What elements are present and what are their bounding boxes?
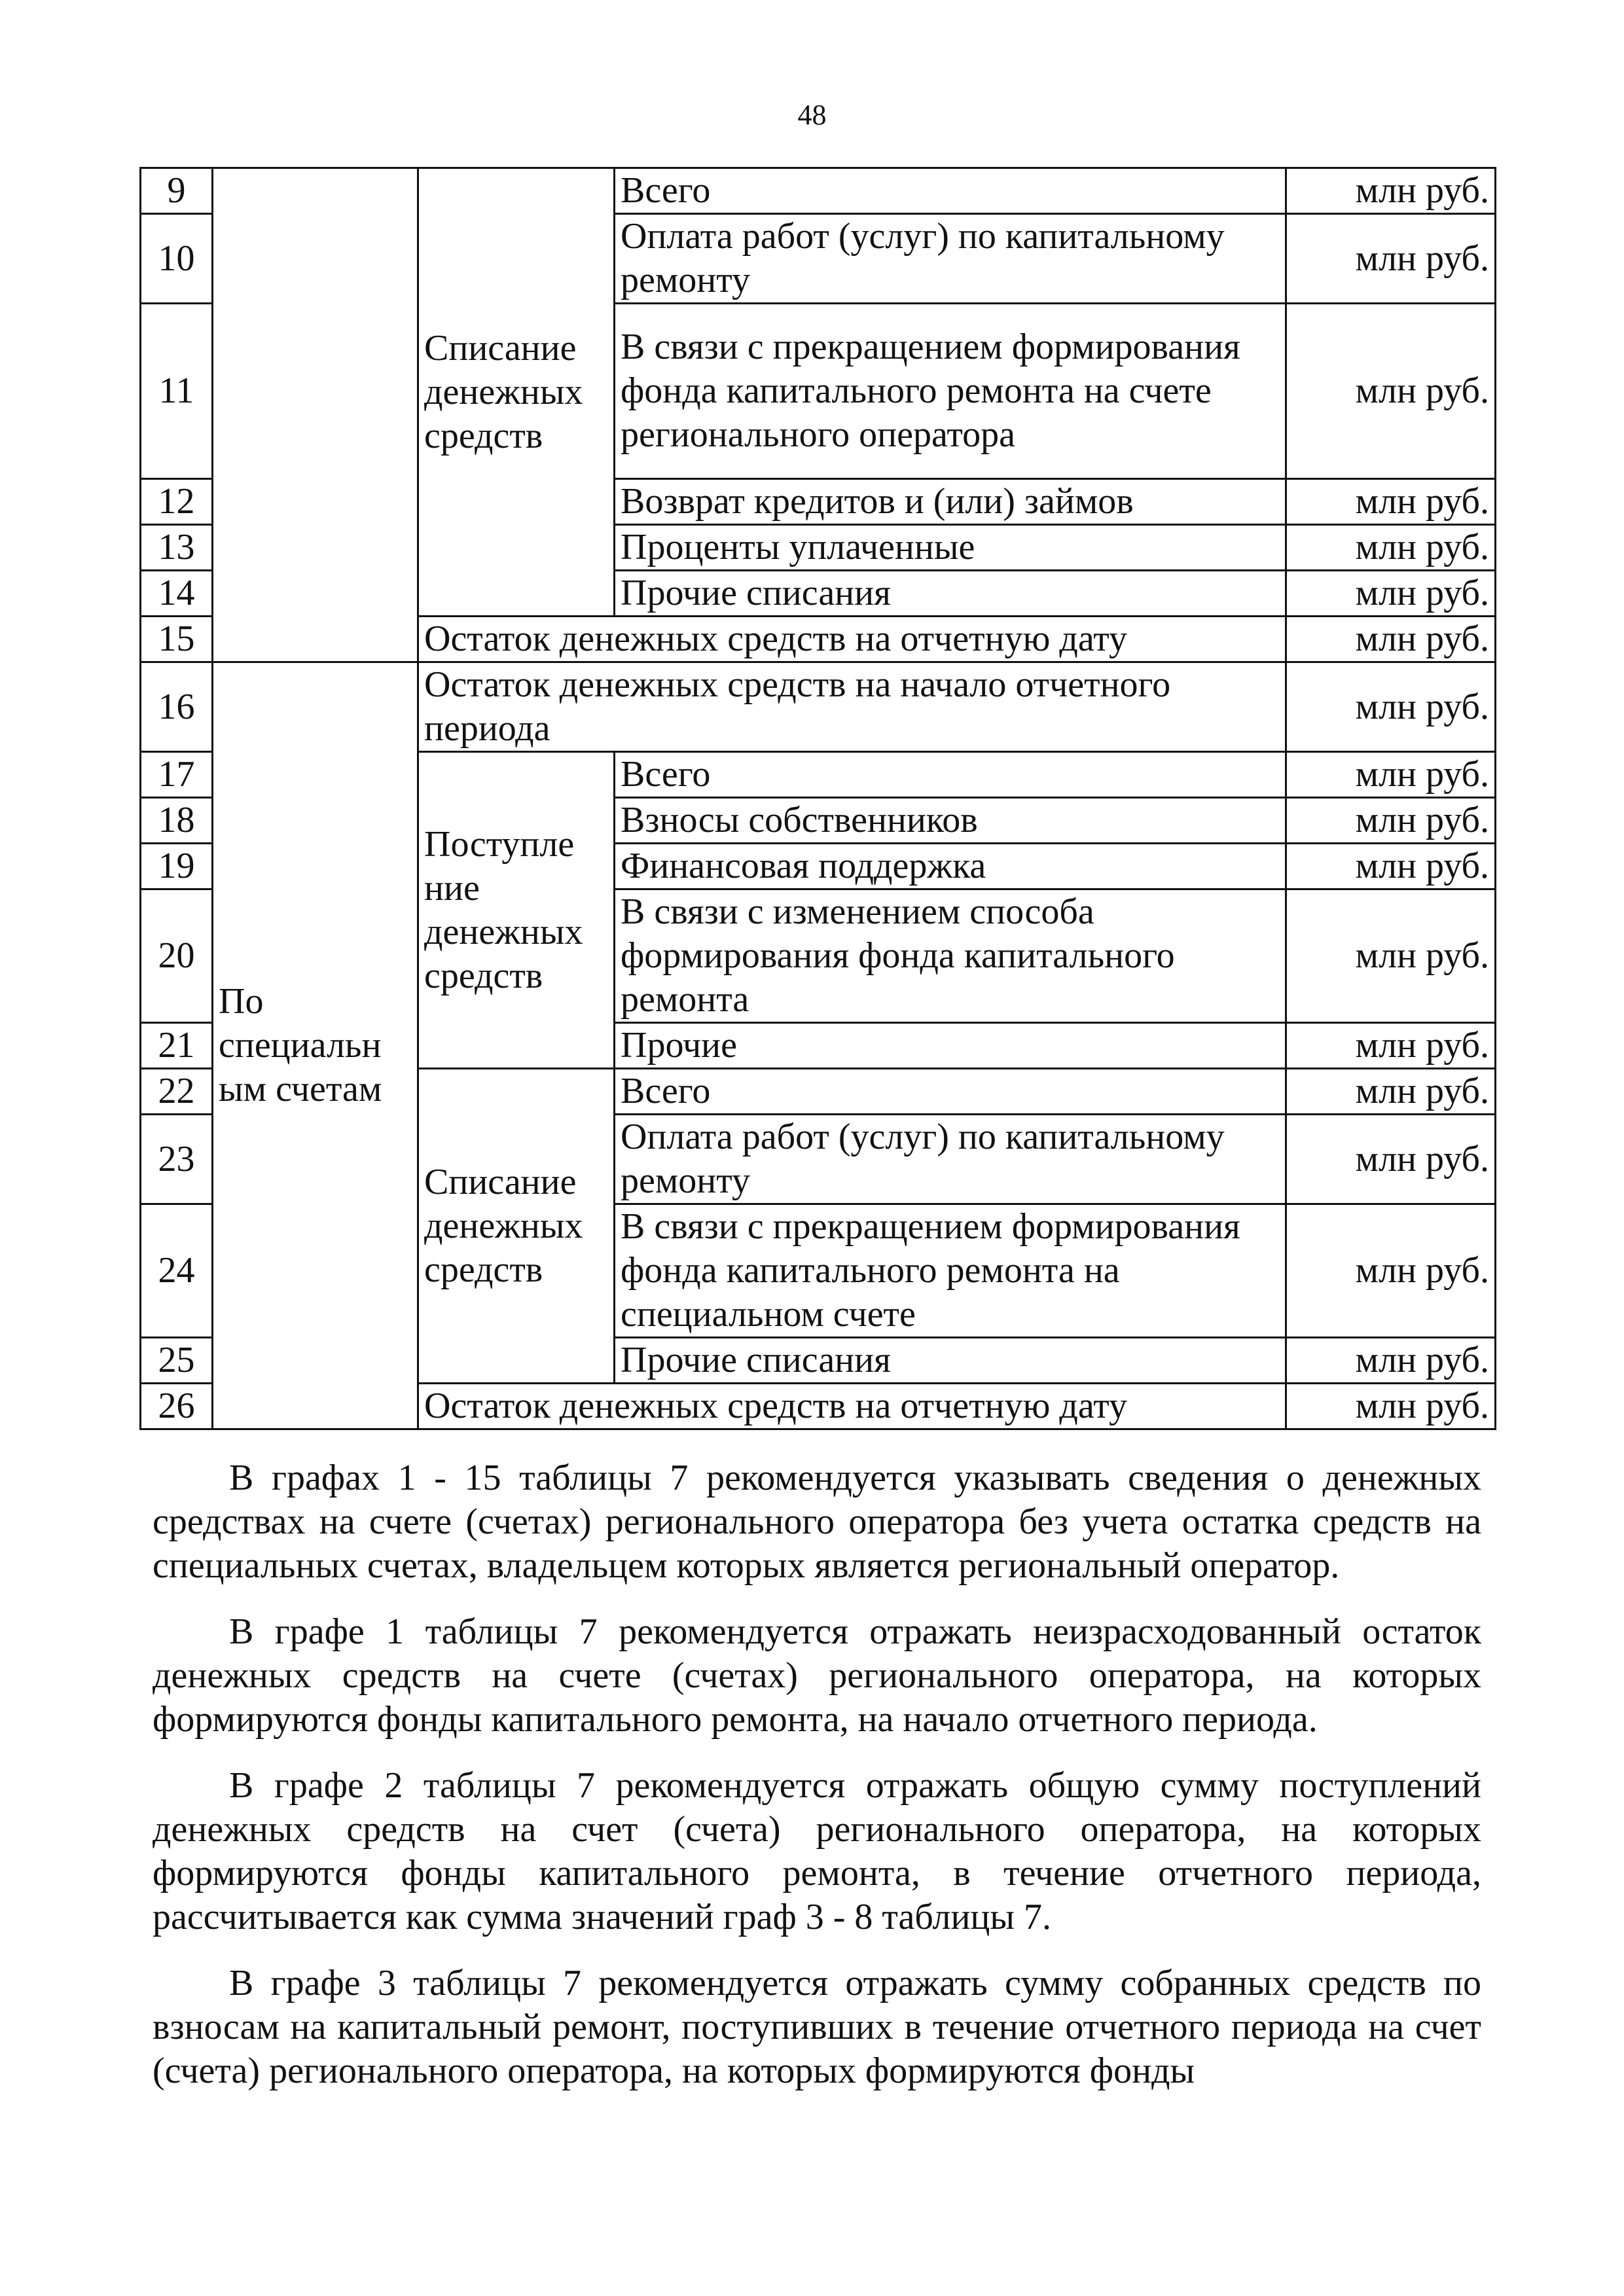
category-cash-writeoff: Списание денежных средств: [418, 168, 615, 617]
row-number: 22: [141, 1069, 213, 1115]
row-number: 21: [141, 1023, 213, 1069]
row-number: 12: [141, 479, 213, 525]
row-unit: млн руб.: [1286, 844, 1496, 889]
body-text: [153, 1456, 1481, 2115]
row-number: 15: [141, 617, 213, 662]
row-unit: млн руб.: [1286, 1023, 1496, 1069]
row-description: Возврат кредитов и (или) займов: [615, 479, 1286, 525]
row-unit: млн руб.: [1286, 662, 1496, 752]
row-description: Остаток денежных средств на отчетную дату: [418, 617, 1286, 662]
row-unit: млн руб.: [1286, 1069, 1496, 1115]
row-description: Финансовая поддержка: [615, 844, 1286, 889]
row-description: Проценты уплаченные: [615, 525, 1286, 571]
row-unit: млн руб.: [1286, 304, 1496, 479]
row-unit: млн руб.: [1286, 889, 1496, 1023]
table-row: [141, 168, 1496, 214]
row-description: В связи с изменением способа формирования фонда капитального ремонта: [615, 889, 1286, 1023]
row-number: 14: [141, 571, 213, 617]
row-number: 18: [141, 798, 213, 844]
row-unit: млн руб.: [1286, 1384, 1496, 1429]
row-description: В связи с прекращением формирования фонда капитального ремонта на специальном счете: [615, 1204, 1286, 1338]
row-unit: млн руб.: [1286, 617, 1496, 662]
category-special-accounts: По специальн ым счетам: [213, 662, 418, 1429]
paragraph: В графах 1 - 15 таблицы 7 рекомендуется указывать сведения о денежных средствах на счете (счетах) регионального оператора без учета остатка средств на специальных счетах, владельцем которых является региональный оператор.: [153, 1458, 1481, 1586]
row-description: Всего: [615, 168, 1286, 214]
row-unit: млн руб.: [1286, 752, 1496, 798]
row-unit: млн руб.: [1286, 1204, 1496, 1338]
paragraph: В графе 3 таблицы 7 рекомендуется отражать сумму собранных средств по взносам на капитальный ремонт, поступивших в течение отчетного периода на счет (счета) регионального оператора, на которых формируются фонды: [153, 1963, 1481, 2091]
row-unit: млн руб.: [1286, 214, 1496, 304]
table-row: [141, 662, 1496, 752]
row-number: 13: [141, 525, 213, 571]
row-description: Оплата работ (услуг) по капитальному ремонту: [615, 1115, 1286, 1204]
row-description: Прочие: [615, 1023, 1286, 1069]
row-unit: млн руб.: [1286, 1115, 1496, 1204]
row-description: Взносы собственников: [615, 798, 1286, 844]
row-number: 19: [141, 844, 213, 889]
row-number: 9: [141, 168, 213, 214]
row-description: В связи с прекращением формирования фонда капитального ремонта на счете регионального оператора: [615, 304, 1286, 479]
row-number: 11: [141, 304, 213, 479]
row-unit: млн руб.: [1286, 571, 1496, 617]
row-number: 16: [141, 662, 213, 752]
paragraph: В графе 2 таблицы 7 рекомендуется отражать общую сумму поступлений денежных средств на счет (счета) регионального оператора, на которых формируются фонды капитального ремонта, в течение отчетного периода, рассчитывается как сумма значений граф 3 - 8 таблицы 7.: [153, 1765, 1481, 1937]
category-cash-receipt: Поступле ние денежных средств: [418, 752, 615, 1069]
row-number: 26: [141, 1384, 213, 1429]
row-number: 17: [141, 752, 213, 798]
row-number: 23: [141, 1115, 213, 1204]
page-number: 48: [797, 99, 827, 131]
row-description: Остаток денежных средств на отчетную дату: [418, 1384, 1286, 1429]
paragraph: В графе 1 таблицы 7 рекомендуется отражать неизрасходованный остаток денежных средств на счете (счетах) регионального оператора, на которых формируются фонды капитального ремонта, на начало отчетного периода.: [153, 1611, 1481, 1740]
row-description: Прочие списания: [615, 571, 1286, 617]
row-number: 24: [141, 1204, 213, 1338]
row-description: Остаток денежных средств на начало отчетного периода: [418, 662, 1286, 752]
row-unit: млн руб.: [1286, 479, 1496, 525]
row-description: Оплата работ (услуг) по капитальному ремонту: [615, 214, 1286, 304]
category-cash-writeoff: Списание денежных средств: [418, 1069, 615, 1384]
row-unit: млн руб.: [1286, 525, 1496, 571]
row-unit: млн руб.: [1286, 1338, 1496, 1384]
row-unit: млн руб.: [1286, 798, 1496, 844]
row-number: 20: [141, 889, 213, 1023]
row-unit: млн руб.: [1286, 168, 1496, 214]
row-description: Всего: [615, 1069, 1286, 1115]
funds-movement-table: [139, 167, 1496, 1430]
row-number: 25: [141, 1338, 213, 1384]
row-description: Всего: [615, 752, 1286, 798]
group-cell-regional: [213, 168, 418, 662]
row-number: 10: [141, 214, 213, 304]
row-description: Прочие списания: [615, 1338, 1286, 1384]
